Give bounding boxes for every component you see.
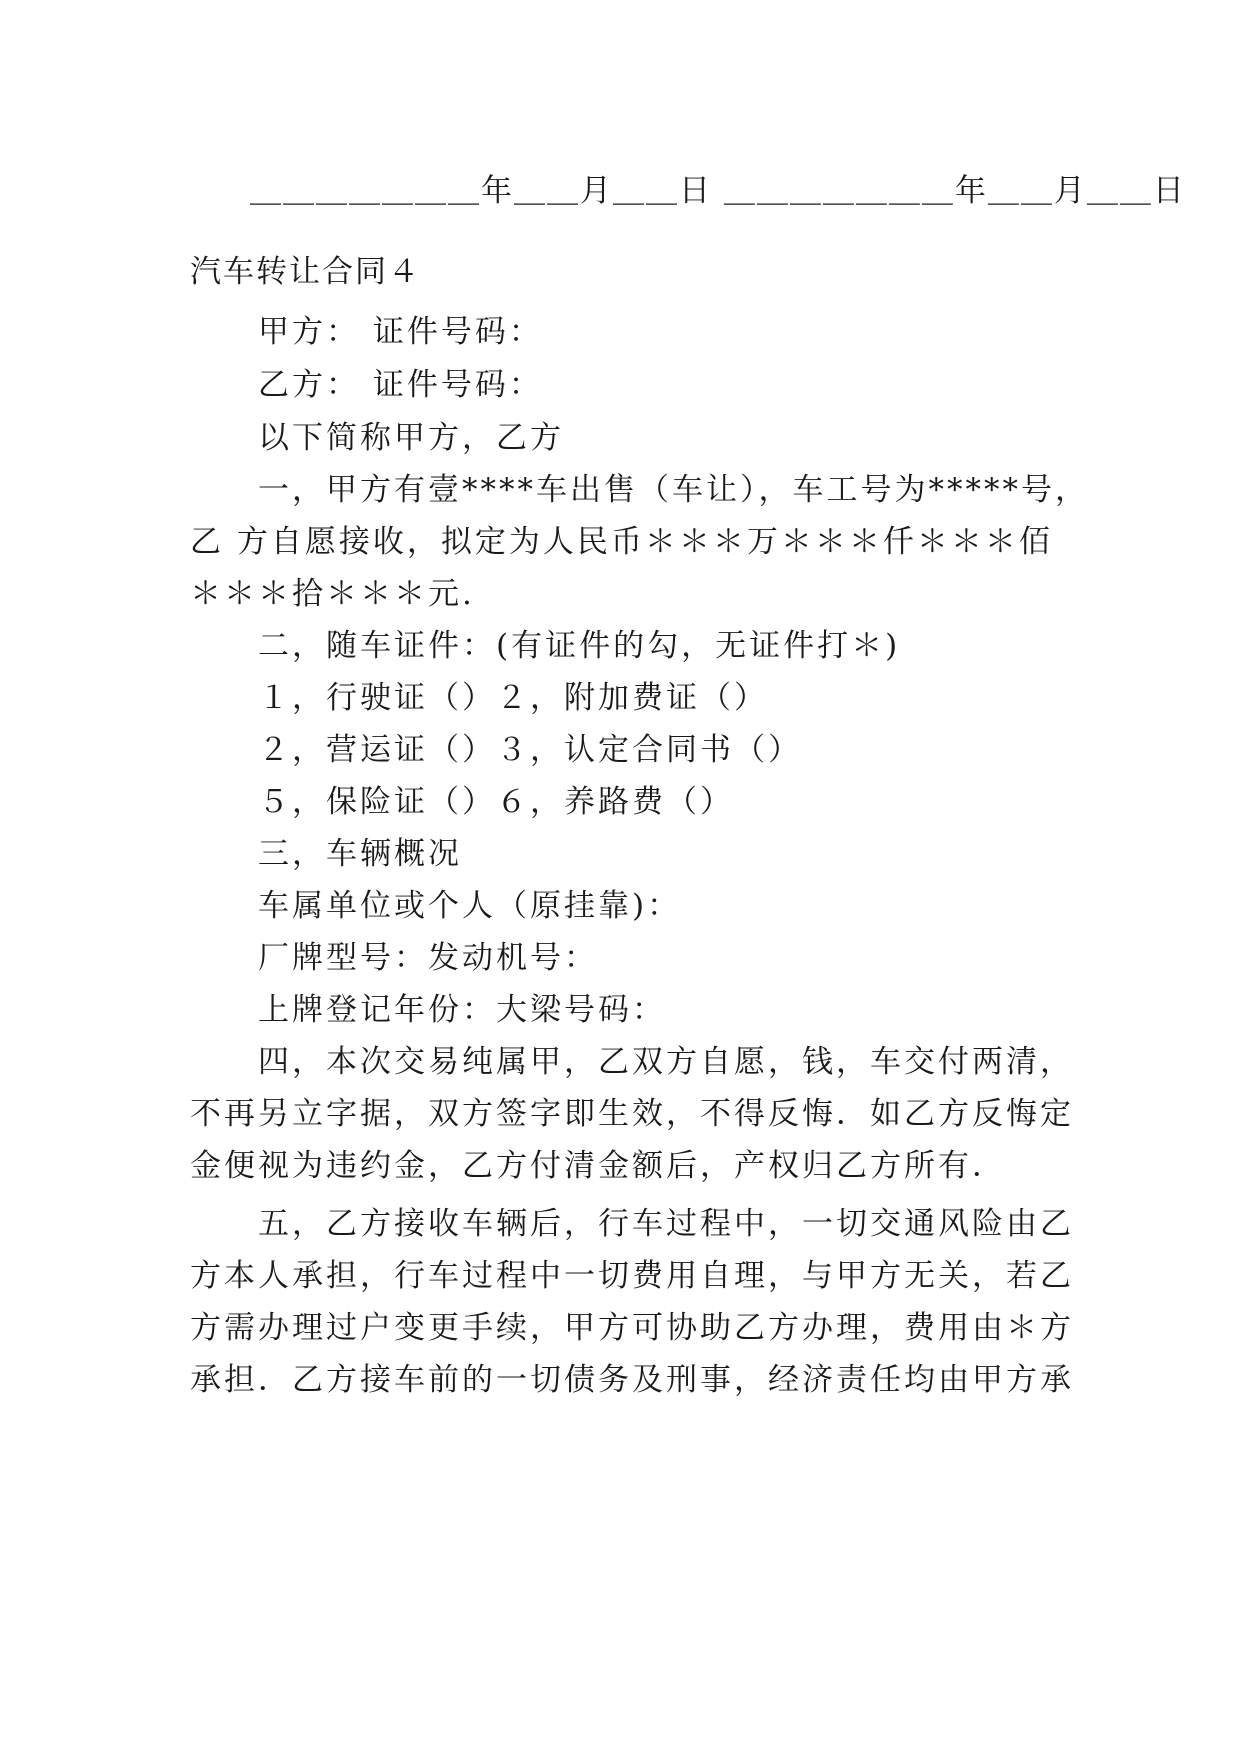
document-checklist-row-1: １，行驶证（）２，附加费证（） bbox=[258, 680, 768, 716]
clause-5-line-4: 承担．乙方接车前的一切债务及刑事，经济责任均由甲方承 bbox=[190, 1362, 1074, 1398]
document-checklist-row-3: ５，保险证（）６，养路费（） bbox=[258, 784, 734, 820]
signature-date-line: ＿＿＿＿＿＿＿年＿＿月＿＿日 ＿＿＿＿＿＿＿年＿＿月＿＿日 bbox=[250, 173, 1186, 209]
clause-4-line-3: 金便视为违约金，乙方付清金额后，产权归乙方所有． bbox=[190, 1148, 1006, 1184]
clause-1-line-1: 一，甲方有壹****车出售（车让），车工号为*****号， bbox=[258, 472, 1089, 508]
document-title: 汽车转让合同４ bbox=[190, 254, 421, 290]
clause-5-line-2: 方本人承担，行车过程中一切费用自理，与甲方无关，若乙 bbox=[190, 1258, 1074, 1294]
vehicle-owner-line: 车属单位或个人（原挂靠)： bbox=[258, 888, 682, 924]
clause-4-line-1: 四，本次交易纯属甲，乙双方自愿，钱，车交付两清， bbox=[258, 1044, 1074, 1080]
abbreviation-line: 以下简称甲方，乙方 bbox=[258, 420, 564, 456]
document-checklist-row-2: ２，营运证（）３，认定合同书（） bbox=[258, 732, 802, 768]
clause-3-heading: 三，车辆概况 bbox=[258, 836, 462, 872]
clause-2-heading: 二，随车证件：(有证件的勾，无证件打＊) bbox=[258, 628, 901, 664]
clause-4-line-2: 不再另立字据，双方签字即生效，不得反悔．如乙方反悔定 bbox=[190, 1096, 1074, 1132]
clause-1-line-3: ＊＊＊拾＊＊＊元. bbox=[190, 576, 475, 612]
vehicle-registration-line: 上牌登记年份：大梁号码： bbox=[258, 992, 666, 1028]
vehicle-model-line: 厂牌型号：发动机号： bbox=[258, 940, 598, 976]
clause-1-line-2: 乙 方自愿接收，拟定为人民币＊＊＊万＊＊＊仟＊＊＊佰 bbox=[190, 524, 1053, 560]
party-b-id-line: 乙方： 证件号码： bbox=[258, 367, 543, 403]
clause-5-line-3: 方需办理过户变更手续，甲方可协助乙方办理，费用由＊方 bbox=[190, 1310, 1074, 1346]
clause-5-line-1: 五，乙方接收车辆后，行车过程中，一切交通风险由乙 bbox=[258, 1206, 1074, 1242]
party-a-id-line: 甲方： 证件号码： bbox=[258, 314, 543, 350]
